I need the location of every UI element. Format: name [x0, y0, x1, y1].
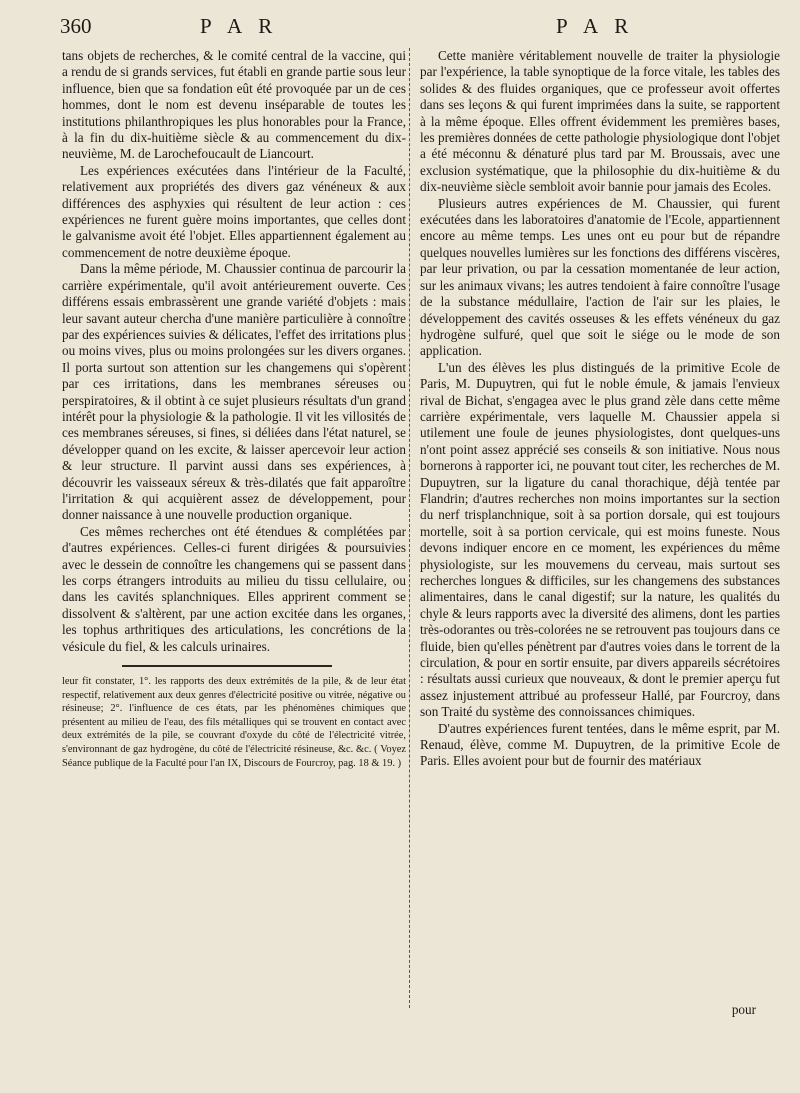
- paragraph: D'autres expériences furent tentées, dans le même esprit, par M. Renaud, élève, comme M. Dupuytren, de la primitive Ecole de Paris. Elles avoient pour but de fournir des matériaux: [420, 720, 780, 769]
- right-column: [420, 48, 780, 770]
- footnote: [62, 675, 406, 770]
- paragraph: tans objets de recherches, & le comité central de la vaccine, qui a rendu de si grands services, fut établi en grande partie sous leur influence, bien que sa fondation eût été provoquée par un de ces hommes, dont le nom est devenu inséparable de toutes les institutions philanthropiques les plus honorables pour la France, à la fin du dix-huitième siècle & au commencement du dix-neuvième, M. de Larochefoucault de Liancourt.: [62, 48, 406, 162]
- page-header: [0, 14, 800, 44]
- footnote-rule: [122, 665, 332, 667]
- paragraph: Les expériences exécutées dans l'intérieur de la Faculté, relativement aux propriétés des divers gaz vénéneux & aux différences des asphyxies qui résultent de leur action : ces expériences ne furent guère moins importantes, que celles dont le galvanisme avoit été l'objet. Elles appartiennent également au commencement de notre deuxième époque.: [62, 162, 406, 260]
- paragraph: Plusieurs autres expériences de M. Chaussier, qui furent exécutées dans les laboratoires d'anatomie de l'Ecole, appartiennent encore au même temps. Les unes ont eu pour but de répandre quelques nouvelles lumières sur les fonctions des différens viscères, par leur privation, ou par la cessation momentanée de leur action, sur les animaux vivans; les autres tendoient à faire connoître l'usage de la substance médullaire, l'action de l'air sur les plaies, le développement des cavités osseuses & les effets vénéneux du gaz hydrogène sulfuré, quel que soit le siége ou le mode de son application.: [420, 195, 780, 359]
- paragraph: Dans la même période, M. Chaussier continua de parcourir la carrière expérimentale, qu'il avoit antérieurement ouverte. Ces différens essais embrassèrent une grande variété d'objets : mais leur savant auteur chercha d'une manière particulière à connoître par des expériences suivies & délicates, l'effet des irritations plus ou moins vives, plus ou moins prolongées sur les divers organes. Il porta surtout son attention sur les changemens qui s'opèrent par ces irritations, dans les membranes séreuses ou perspiratoires, & il obtint à ce sujet plusieurs résultats d'un grand intérêt pour la physiologie & la pathologie. Il vit les villosités de ces membranes séreuses, si fines, si déliées dans l'état naturel, se développer quand on les excite, & laisser apercevoir leur action & leur structure. Il parvint aussi dans ses expériences, à découvrir les vaisseaux séreux & très-dilatés que fait apparoître l'irritation & qui acquièrent assez de développement, pour donner naissance à une nouvelle production organique.: [62, 261, 406, 523]
- paragraph: Ces mêmes recherches ont été étendues & complétées par d'autres expériences. Celles-ci furent dirigées & poursuivies avec le dessein de connoître les changemens qui se passent dans les corps étrangers introduits au milieu du tissu cellulaire, ou dans les cavités splanchniques. Elles apprirent comment se dissolvent & s'altèrent, par une action excitée dans les organes, les tophus arthritiques des articulations, les concrétions de la vésicule du fiel, & les calculs urinaires.: [62, 523, 406, 654]
- running-head-right: P A R: [556, 14, 635, 38]
- page-number: 360: [60, 14, 92, 38]
- catchword: pour: [731, 1002, 756, 1017]
- paragraph: Cette manière véritablement nouvelle de traiter la physiologie par l'expérience, la table synoptique de la force vitale, les tables des solides & des fluides organiques, que ce professeur avoit offertes dans ses leçons & qui furent imprimées dans la suite, se rapportent à la même époque. Elles offrent évidemment les premières bases, les premières données de cette pathologie physiologique dont l'objet a été méconnu & dénaturé plus tard par M. Broussais, avec une exclusion systématique, que la philosophie du dix-huitième & du dix-neuvième siècle sembloit avoir bannie pour jamais des Ecoles.: [420, 48, 780, 195]
- running-head-left: P A R: [200, 14, 279, 38]
- column-divider: [409, 48, 410, 1008]
- footnote-text: leur fit constater, 1°. les rapports des deux extrémités de la pile, & de leur état respectif, relativement aux deux genres d'électricité positive ou vitrée, négative ou résineuse; 2°. l'influence de ces états, par les phénomènes chimiques que présentent au milieu de l'eau, des fils métalliques qui se trouvent en contact avec deux extrémités de la pile, se couvrant d'oxyde du côté de l'électricité vitrée, s'environnant de gaz hydrogène, du côté de l'électricité résineuse, &c. &c. ( Voyez Séance publique de la Faculté pour l'an IX, Discours de Fourcroy, pag. 18 & 19. ): [62, 676, 406, 769]
- paragraph: L'un des élèves les plus distingués de la primitive Ecole de Paris, M. Dupuytren, qui fut le noble émule, & jamais l'envieux rival de Bichat, s'engagea avec le plus grand zèle dans cette même carrière expérimentale, vers laquelle M. Chaussier appela si utilement une foule de jeunes physiologistes, dont quelques-uns n'ont point assez apprécié ses conseils & son initiative. Nous nous bornerons à rapporter ici, ne pouvant tout citer, les recherches de M. Dupuytren, sur la ligature du canal thorachique, déjà tentée par Flandrin; d'autres recherches non moins importantes sur la section du nerf trisplanchnique, soit à sa portion dorsale, qui est toujours mortelle, soit à sa portion cervicale, qui est moins funeste. Nous devons indiquer encore en ce moment, les expériences du même physiologiste, sur les mouvemens du cerveau, mais surtout ses recherches longues & difficiles, sur les changemens des substances alimentaires, dans le canal digestif; sur la nature, les qualités du chyle & leurs rapports avec la diversité des alimens, dont les parties très-odorantes ou très-colorées ne se retrouvent pas toujours dans ce fluide, bien qu'elles pénètrent par d'autres voies dans le torrent de la circulation, & pour en sortir ensuite, par divers appareils sécrétoires : résultats aussi curieux que nouveaux, & dont le premier aperçu fut assez injustement attribué au professeur Hallé, par Fourcroy, dans son Traité du système des connoissances chimiques.: [420, 359, 780, 720]
- left-column: [62, 48, 406, 770]
